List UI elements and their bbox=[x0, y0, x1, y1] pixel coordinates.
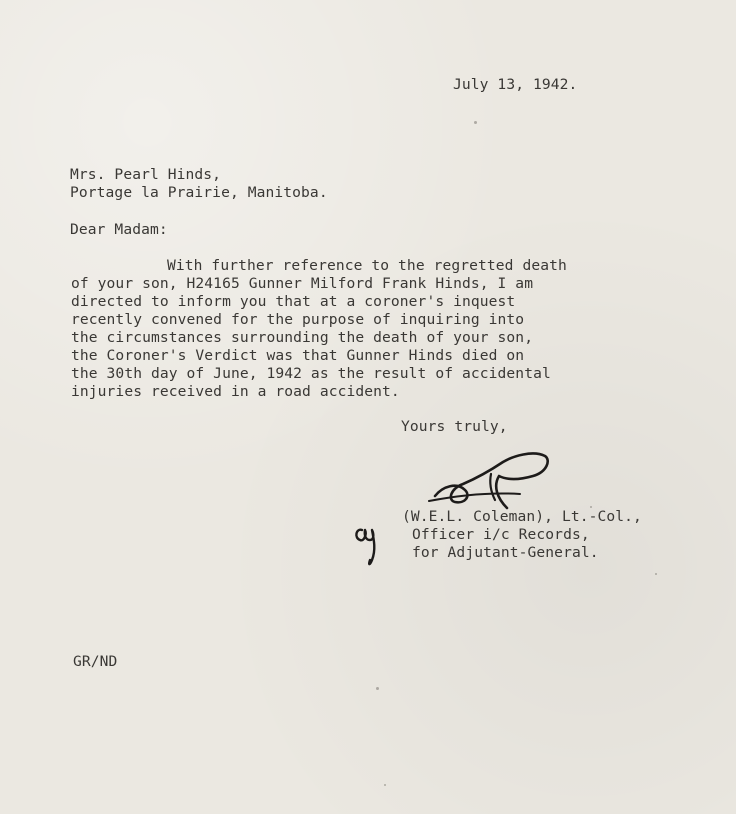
signatory-office: Officer i/c Records, bbox=[412, 526, 590, 543]
handwritten-annotation bbox=[350, 520, 386, 568]
body-line-5: the circumstances surrounding the death of your son, bbox=[71, 329, 534, 346]
body-line-8: injuries received in a road accident. bbox=[71, 383, 400, 400]
reference-initials: GR/ND bbox=[73, 653, 118, 670]
body-line-3: directed to inform you that at a coroner's inquest bbox=[71, 293, 516, 310]
body-line-4: recently convened for the purpose of inquiring into bbox=[71, 311, 525, 328]
signatory-name: (W.E.L. Coleman), Lt.-Col., bbox=[402, 508, 642, 525]
letter-date: July 13, 1942. bbox=[453, 76, 578, 93]
body-line-2: of your son, H24165 Gunner Milford Frank Hinds, I am bbox=[71, 275, 534, 292]
salutation: Dear Madam: bbox=[70, 221, 168, 238]
paper-speck bbox=[474, 121, 477, 124]
paper-speck bbox=[655, 573, 657, 575]
paper-speck bbox=[376, 687, 379, 690]
closing: Yours truly, bbox=[401, 418, 508, 435]
body-line-1: With further reference to the regretted death bbox=[167, 257, 567, 274]
paper-speck bbox=[384, 784, 386, 786]
body-line-7: the 30th day of June, 1942 as the result of accidental bbox=[71, 365, 551, 382]
body-line-6: the Coroner's Verdict was that Gunner Hinds died on bbox=[71, 347, 525, 364]
paper-speck bbox=[590, 506, 592, 508]
recipient-name: Mrs. Pearl Hinds, bbox=[70, 166, 222, 183]
signatory-authority: for Adjutant-General. bbox=[412, 544, 599, 561]
recipient-location: Portage la Prairie, Manitoba. bbox=[70, 184, 328, 201]
